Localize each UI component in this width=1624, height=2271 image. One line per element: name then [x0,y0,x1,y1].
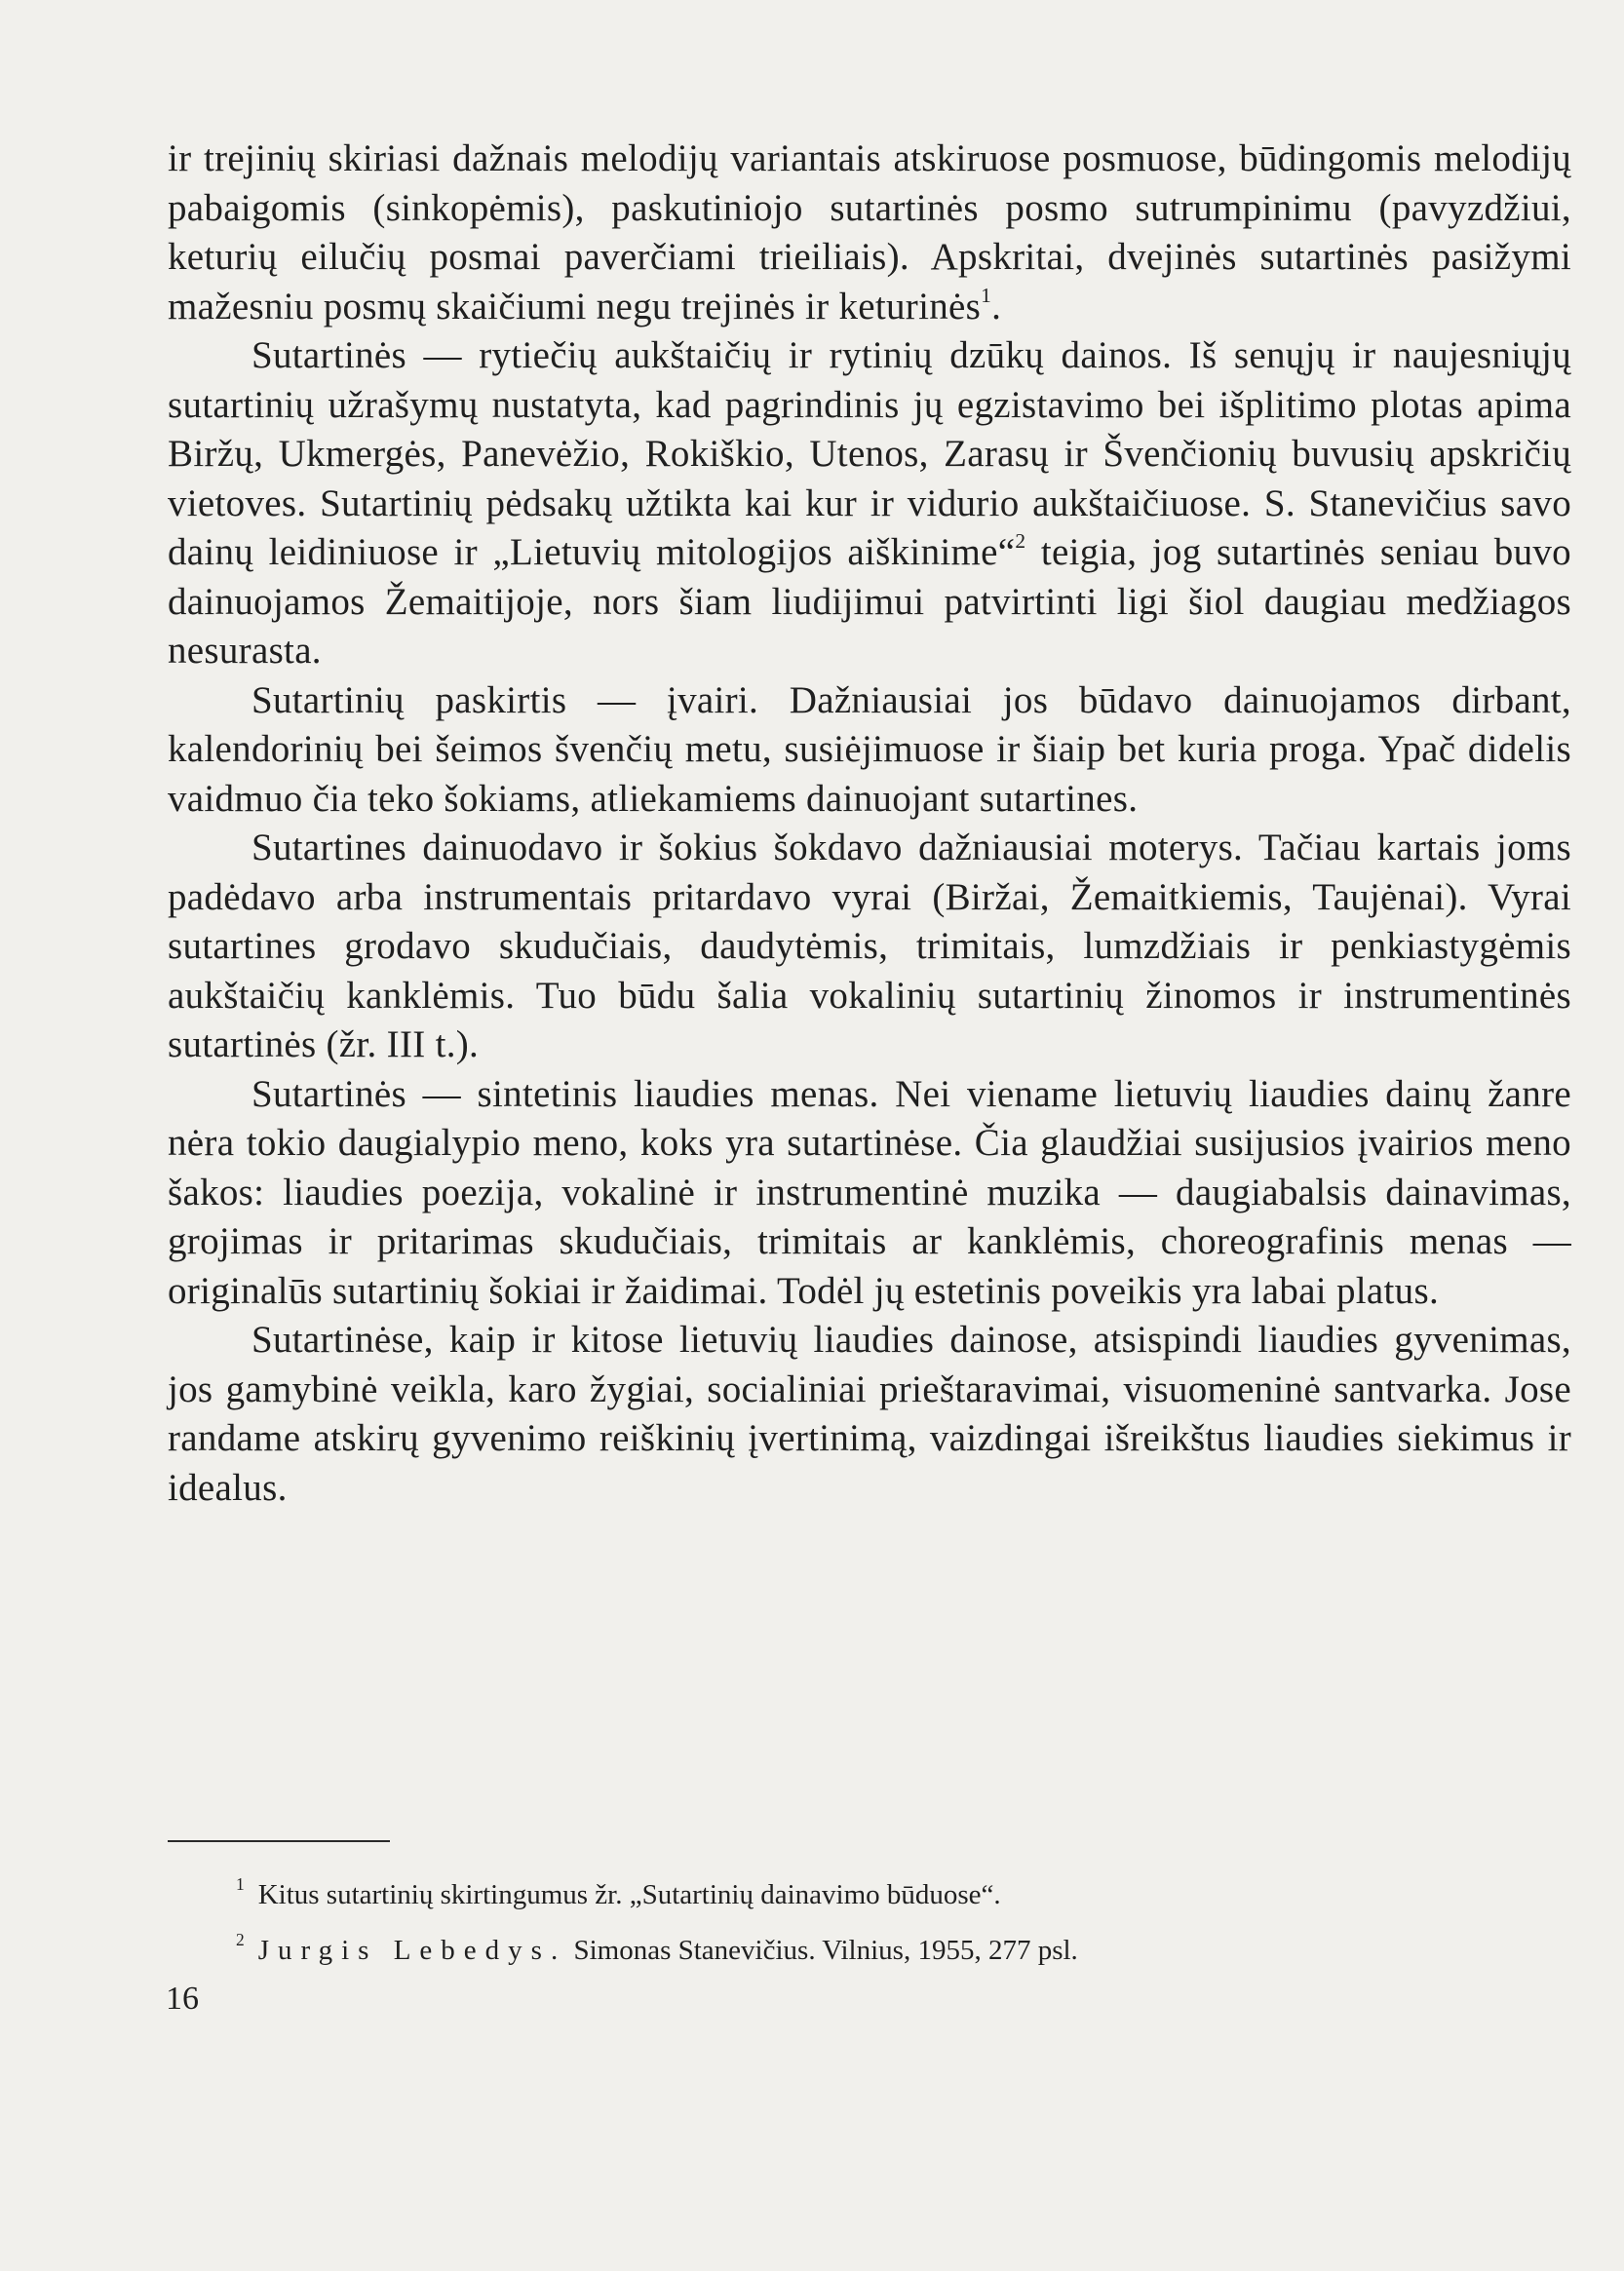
footnote-ref-2: 2 [1015,528,1026,553]
paragraph-3 [168,676,1571,825]
footnote-ref-1: 1 [981,283,992,307]
paragraph-5 [168,1070,1571,1317]
paragraph-5-text: Sutartinės — sintetinis liaudies menas. Nei viename lietuvių liaudies dainų žanre nėra tokio daugialypio meno, koks yra sutartinėse. Čia glaudžiai susijusios įvairios meno šakos: liaudies poezija, vokalinė ir instrumentinė muzika — daugiabalsis dainavimas, grojimas ir pritarimas skudučiais, trimitais ar kanklėmis, choreografinis menas — originalūs sutartinių šokiai ir žaidimai. Todėl jų estetinis poveikis yra labai platus. [168,1072,1571,1312]
footnote-1-text: Kitus sutartinių skirtingumus žr. „Sutartinių dainavimo būduose“. [257,1878,1001,1910]
paragraph-6 [168,1316,1571,1513]
page-number: 16 [166,1981,199,2017]
paragraph-3-text: Sutartinių paskirtis — įvairi. Dažniausiai jos būdavo dainuojamos dirbant, kalendorinių bei šeimos švenčių metu, susiėjimuose ir šiaip bet kuria proga. Ypač didelis vaidmuo čia teko šokiams, atliekamiems dainuojant sutartines. [168,678,1571,820]
paragraph-1-tail: . [991,285,1002,327]
footnote-marker-1: 1 [236,1874,245,1894]
paragraph-4-text: Sutartines dainuodavo ir šokius šokdavo dažniausiai moterys. Tačiau kartais joms padėdavo arba instrumentais pritardavo vyrai (Biržai, Žemaitkiemis, Taujėnai). Vyrai sutartines grodavo skudučiais, daudytėmis, trimitais, lumzdžiais ir penkiastygėmis aukštaičių kanklėmis. Tuo būdu šalia vokalinių sutartinių žinomos ir instrumentinės sutartinės (žr. III t.). [168,827,1571,1065]
paragraph-2-tail: teigia, jog sutartinės seniau buvo dainuojamos Žemaitijoje, nors šiam liudijimui patvirtinti ligi šiol daugiau medžiagos nesurasta. [168,531,1571,672]
footnote-2-text: Simonas Stanevičius. Vilnius, 1955, 277 psl. [566,1934,1078,1966]
paragraph-6-text: Sutartinėse, kaip ir kitose lietuvių liaudies dainose, atsispindi liaudies gyvenimas, jos gamybinė veikla, karo žygiai, socialiniai prieštaravimai, visuomeninė santvarka. Jose randame atskirų gyvenimo reiškinių įvertinimą, vaizdingai išreikštus liaudies siekimus ir idealus. [168,1319,1571,1509]
paragraph-1 [168,135,1571,331]
footnote-marker-2: 2 [236,1929,245,1949]
footnote-2 [236,1917,1519,1973]
paragraph-1-text: ir trejinių skiriasi dažnais melodijų variantais atskiruose posmuose, būdingomis melodijų pabaigomis (sinkopėmis), paskutiniojo sutartinės posmo sutrumpinimu (pavyzdžiui, keturių eilučių posmai paverčiami trieiliais). Apskritai, dvejinės sutartinės pasižymi mažesniu posmų skaičiumi negu trejinės ir keturinės [168,137,1571,327]
footnote-divider [168,1840,390,1842]
footnote-1 [236,1862,1519,1917]
paragraph-4 [168,824,1571,1070]
body-text [168,135,1571,1513]
paragraph-2 [168,331,1571,676]
footnote-2-author: Jurgis Lebedys. [257,1934,567,1966]
paragraph-2-text: Sutartinės — rytiečių aukštaičių ir rytinių dzūkų dainos. Iš senųjų ir naujesniųjų sutartinių užrašymų nustatyta, kad pagrindinis jų egzistavimo bei išplitimo plotas apima Biržų, Ukmergės, Panevėžio, Rokiškio, Utenos, Zarasų ir Švenčionių buvusių apskričių vietoves. Sutartinių pėdsakų užtikta kai kur ir vidurio aukštaičiuose. S. Stanevičius savo dainų leidiniuose ir „Lietuvių mitologijos aiškinime“ [168,334,1571,573]
footnotes [236,1862,1519,1973]
